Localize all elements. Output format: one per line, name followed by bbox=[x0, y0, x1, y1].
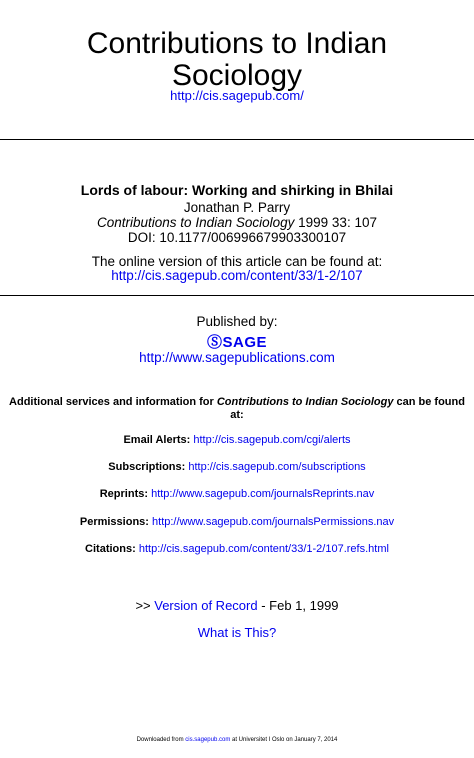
version-of-record bbox=[0, 598, 474, 613]
bottom-divider bbox=[0, 295, 474, 296]
services-intro bbox=[0, 396, 474, 422]
what-is-this-container bbox=[0, 625, 474, 640]
journal-url-link[interactable]: http://cis.sagepub.com/ bbox=[170, 88, 304, 103]
download-footer bbox=[0, 737, 474, 743]
online-version-label: The online version of this article can be found at: bbox=[91, 254, 383, 269]
service-link-permissions[interactable]: http://www.sagepub.com/journalsPermissions.nav bbox=[152, 516, 395, 528]
service-row-email-alerts bbox=[0, 434, 474, 446]
journal-title-line2: Sociology bbox=[171, 59, 303, 92]
service-label: Subscriptions: bbox=[108, 461, 186, 473]
article-author: Jonathan P. Parry bbox=[183, 200, 291, 215]
sage-logo[interactable] bbox=[0, 331, 474, 352]
services-intro-pre: Additional services and information for bbox=[9, 396, 217, 408]
online-version-container bbox=[0, 268, 474, 283]
sage-logo-text: SAGE bbox=[222, 334, 268, 351]
article-citation bbox=[0, 215, 474, 230]
service-label: Reprints: bbox=[99, 488, 149, 500]
record-prefix: >> bbox=[135, 598, 155, 613]
publisher-url-container bbox=[0, 350, 474, 365]
service-link-email-alerts[interactable]: http://cis.sagepub.com/cgi/alerts bbox=[193, 434, 351, 446]
published-by-label: Published by: bbox=[196, 314, 278, 329]
journal-title-line1: Contributions to Indian bbox=[86, 27, 388, 60]
top-divider bbox=[0, 139, 474, 140]
footer-post: at Universitet I Oslo on January 7, 2014 bbox=[230, 737, 338, 743]
article-doi: DOI: 10.1177/006996679903300107 bbox=[127, 230, 347, 245]
sage-logo-icon: Ⓢ bbox=[206, 334, 223, 351]
online-version-link[interactable]: http://cis.sagepub.com/content/33/1-2/107 bbox=[111, 268, 363, 283]
service-row-permissions bbox=[0, 516, 474, 528]
article-title: Lords of labour: Working and shirking in Bhilai bbox=[80, 182, 394, 198]
publisher-url-link[interactable]: http://www.sagepublications.com bbox=[139, 350, 335, 365]
footer-link[interactable]: cis.sagepub.com bbox=[185, 737, 231, 743]
service-link-reprints[interactable]: http://www.sagepub.com/journalsReprints.nav bbox=[151, 488, 375, 500]
service-row-citations bbox=[0, 543, 474, 555]
service-label: Email Alerts: bbox=[123, 434, 191, 446]
service-label: Citations: bbox=[85, 543, 136, 555]
service-link-citations[interactable]: http://cis.sagepub.com/content/33/1-2/107.refs.html bbox=[138, 543, 389, 555]
journal-url-container bbox=[0, 88, 474, 103]
what-is-this-link[interactable]: What is This? bbox=[197, 625, 277, 640]
service-row-subscriptions bbox=[0, 461, 474, 473]
version-of-record-link[interactable]: Version of Record bbox=[154, 598, 258, 613]
citation-volume: 1999 33: 107 bbox=[294, 215, 377, 230]
footer-pre: Downloaded from bbox=[136, 737, 186, 743]
service-label: Permissions: bbox=[79, 516, 149, 528]
record-date: - Feb 1, 1999 bbox=[257, 598, 339, 613]
service-row-reprints bbox=[0, 488, 474, 500]
service-link-subscriptions[interactable]: http://cis.sagepub.com/subscriptions bbox=[188, 461, 366, 473]
citation-journal: Contributions to Indian Sociology bbox=[97, 215, 295, 230]
services-intro-post: can be found at: bbox=[230, 396, 465, 421]
services-intro-journal: Contributions to Indian Sociology bbox=[216, 396, 394, 408]
journal-title bbox=[0, 28, 474, 92]
